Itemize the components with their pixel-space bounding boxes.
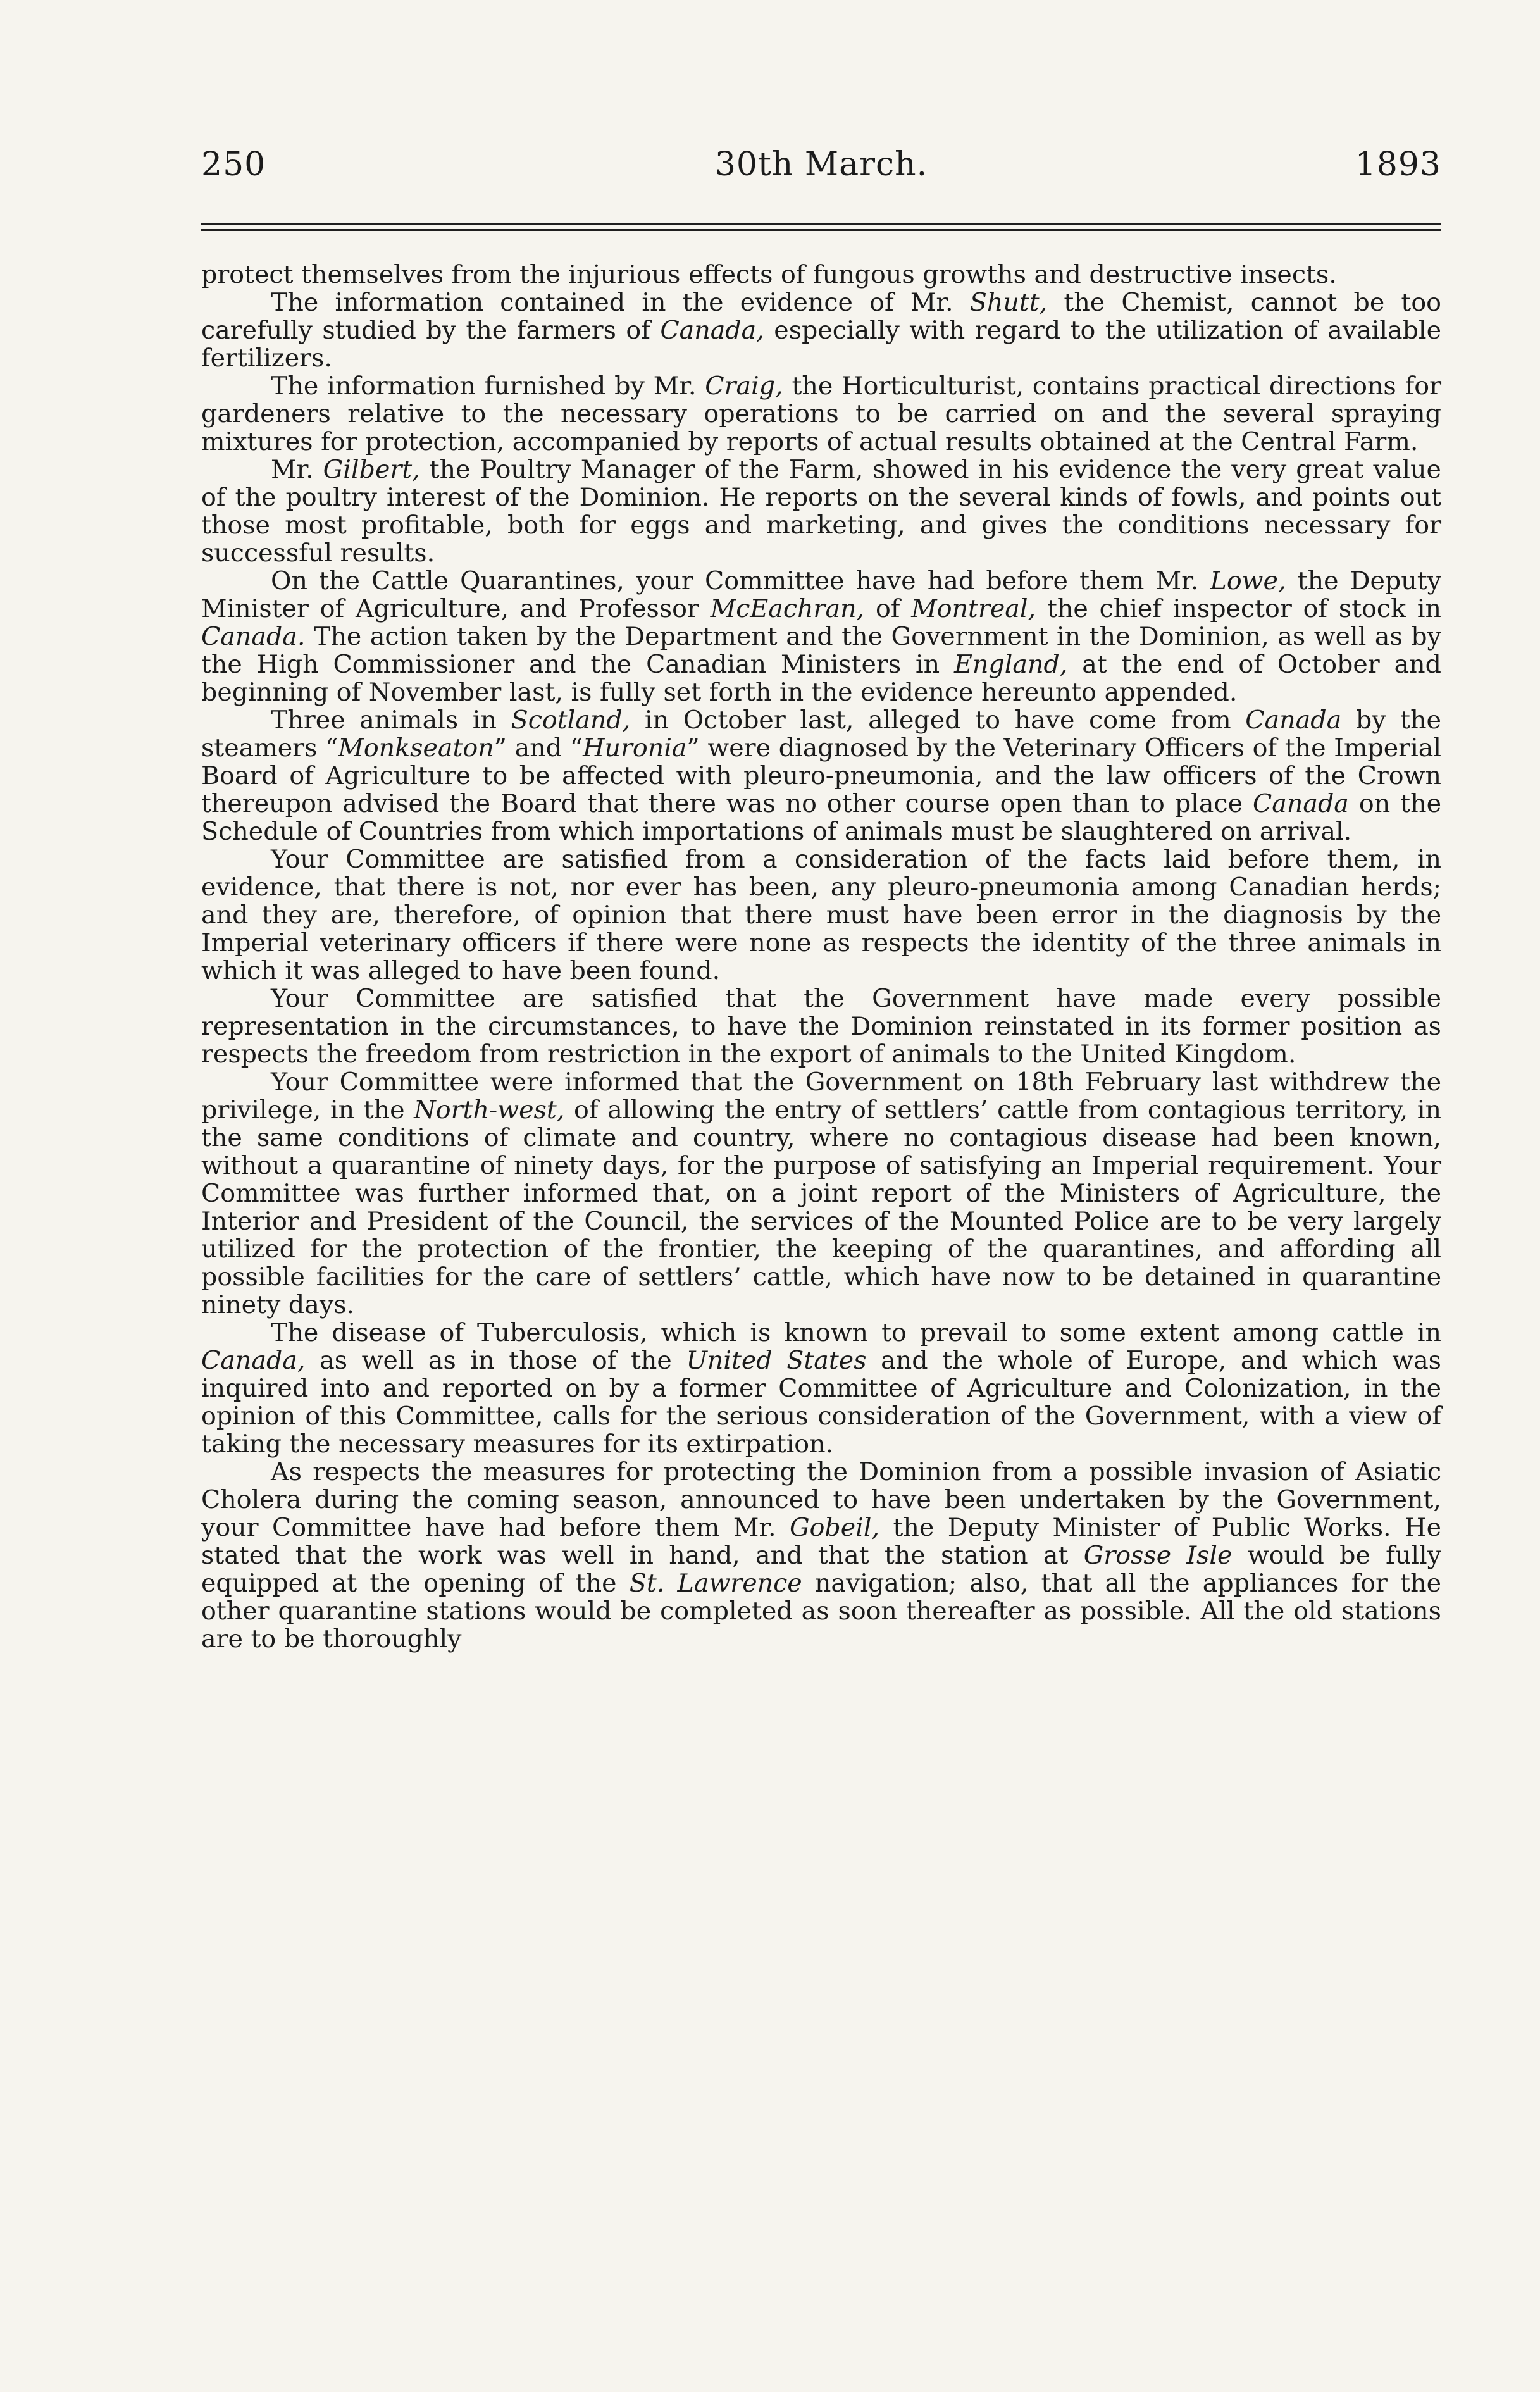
italic-text: Canada, <box>201 1346 306 1375</box>
text-run: protect themselves from the injurious effects of fungous growths and destructive insects. <box>201 260 1337 289</box>
italic-text: Canada, <box>660 316 764 345</box>
text-run: especially with regard to the utilization of available fertilizers. <box>201 316 1441 373</box>
paragraph <box>201 261 1441 289</box>
italic-text: Gilbert, <box>323 455 420 484</box>
paragraph <box>201 289 1441 372</box>
text-run: the Poultry Manager of the Farm, showed in his evidence the very great value of the poultry interest of the Dominion. He reports on the several kinds of fowls, and points out those most profitable, both for eggs and marketing, and gives the conditions necessary for successful results. <box>201 455 1441 568</box>
italic-text: Scotland, <box>511 706 631 735</box>
paragraph <box>201 372 1441 456</box>
header-rule-top <box>201 223 1441 225</box>
text-run: The information furnished by Mr. <box>271 371 705 401</box>
page-body <box>201 261 1441 1653</box>
page-year: 1893 <box>1355 146 1441 184</box>
text-run: The disease of Tuberculosis, which is known to prevail to some extent among cattle in <box>271 1318 1441 1347</box>
text-run: the Deputy Minister of Public Works. He stated that the work was well in hand, and that the station at <box>201 1513 1441 1570</box>
italic-text: Montreal, <box>911 594 1036 623</box>
italic-text: North-west, <box>414 1095 565 1124</box>
text-run: the Chemist, cannot be too carefully studied by the farmers of <box>201 288 1441 345</box>
italic-text: Canada <box>1253 789 1349 818</box>
paragraph <box>201 567 1441 706</box>
text-run: Your Committee were informed that the Government on 18th February last withdrew the privilege, in the <box>201 1068 1441 1124</box>
italic-text: United States <box>686 1346 867 1375</box>
text-run: at the end of October and beginning of November last, is fully set forth in the evidence hereunto appended. <box>201 650 1441 707</box>
paragraph <box>201 845 1441 985</box>
italic-text: Shutt, <box>969 288 1048 317</box>
text-run: of allowing the entry of settlers’ cattle from contagious territory, in the same conditions of climate and country, where no contagious disease had been known, without a quarantine of ninety days, for the purpose of satisfying an Imperial requirement. Your Committee was further informed that, on a joint report of the Ministers of Agriculture, the Interior and President of the Council, the services of the Mounted Police are to be very largely utilized for the protection of the frontier, the keeping of the quarantines, and affording all possible facilities for the care of settlers’ cattle, which have now to be detained in quarantine ninety days. <box>201 1095 1442 1319</box>
text-run: Three animals in <box>271 706 511 735</box>
italic-text: Huronia <box>582 733 687 763</box>
italic-text: McEachran, <box>710 594 865 623</box>
page-date: 30th March. <box>714 146 928 184</box>
text-run: by the steamers “ <box>201 706 1441 763</box>
text-run: as well as in those of the <box>305 1346 686 1375</box>
text-run: Your Committee are satisfied from a consideration of the facts laid before them, in evidence, that there is not, nor ever has been, any pleuro-pneumonia among Canadian herds; and they are, therefore, of opinion that there must have been error in the diagnosis by the Imperial veterinary officers if there were none as respects the identity of the three animals in which it was alleged to have been found. <box>201 845 1441 985</box>
text-run: The action taken by the Department and the Government in the Dominion, as well as by the High Commissioner and the Canadian Ministers in <box>201 622 1441 679</box>
paragraph <box>201 456 1441 567</box>
text-run: The information contained in the evidence of Mr. <box>271 288 970 317</box>
italic-text: Gobeil, <box>789 1513 880 1542</box>
text-run: would be fully equipped at the opening of the <box>201 1541 1441 1598</box>
text-run: the Horticulturist, contains practical directions for gardeners relative to the necessary operations to be carried on and the several spraying mixtures for protection, accompanied by reports of actual results obtained at the Central Farm. <box>201 371 1441 456</box>
text-run: in October last, alleged to have come from <box>630 706 1246 735</box>
italic-text: Canada. <box>201 622 306 651</box>
italic-text: St. Lawrence <box>629 1569 802 1598</box>
italic-text: Grosse Isle <box>1083 1541 1233 1570</box>
italic-text: Lowe, <box>1210 566 1286 595</box>
text-run: Mr. <box>271 455 323 484</box>
text-run: On the Cattle Quarantines, your Committee have had before them Mr. <box>271 566 1210 595</box>
paragraph <box>201 1068 1441 1319</box>
text-run: the Deputy Minister of Agriculture, and Professor <box>201 566 1441 623</box>
italic-text: England, <box>954 650 1068 679</box>
paragraph <box>201 1458 1441 1653</box>
header-rule-bottom <box>201 229 1441 231</box>
text-run: on the Schedule of Countries from which importations of animals must be slaughtered on arrival. <box>201 789 1442 846</box>
paragraph <box>201 985 1441 1068</box>
text-run: ” and “ <box>494 733 583 763</box>
text-run: ” were diagnosed by the Veterinary Officers of the Imperial Board of Agriculture to be affected with pleuro-pneumonia, and the law officers of the Crown thereupon advised the Board that there was no other course open than to place <box>201 733 1441 818</box>
text-run: and the whole of Europe, and which was inquired into and reported on by a former Committee of Agriculture and Colonization, in the opinion of this Committee, calls for the serious consideration of the Government, with a view of taking the necessary measures for its extirpation. <box>201 1346 1441 1459</box>
text-run: navigation; also, that all the appliances for the other quarantine stations would be completed as soon thereafter as possible. All the old stations are to be thoroughly <box>201 1569 1441 1654</box>
text-run: of <box>864 594 912 623</box>
page-header <box>201 133 1441 190</box>
text-run: As respects the measures for protecting the Dominion from a possible invasion of Asiatic Cholera during the coming season, announced to have been undertaken by the Government, your Committee have had before them Mr. <box>201 1457 1441 1542</box>
italic-text: Canada <box>1245 706 1342 735</box>
paragraph <box>201 1319 1441 1458</box>
paragraph <box>201 706 1441 845</box>
text-run: Your Committee are satisfied that the Government have made every possible representation in the circumstances, to have the Dominion reinstated in its former position as respects the freedom from restriction in the export of animals to the United Kingdom. <box>201 984 1441 1069</box>
italic-text: Craig, <box>705 371 783 401</box>
page-number: 250 <box>201 146 266 184</box>
text-run: the chief inspector of stock in <box>1036 594 1441 623</box>
italic-text: Monkseaton <box>338 733 494 763</box>
